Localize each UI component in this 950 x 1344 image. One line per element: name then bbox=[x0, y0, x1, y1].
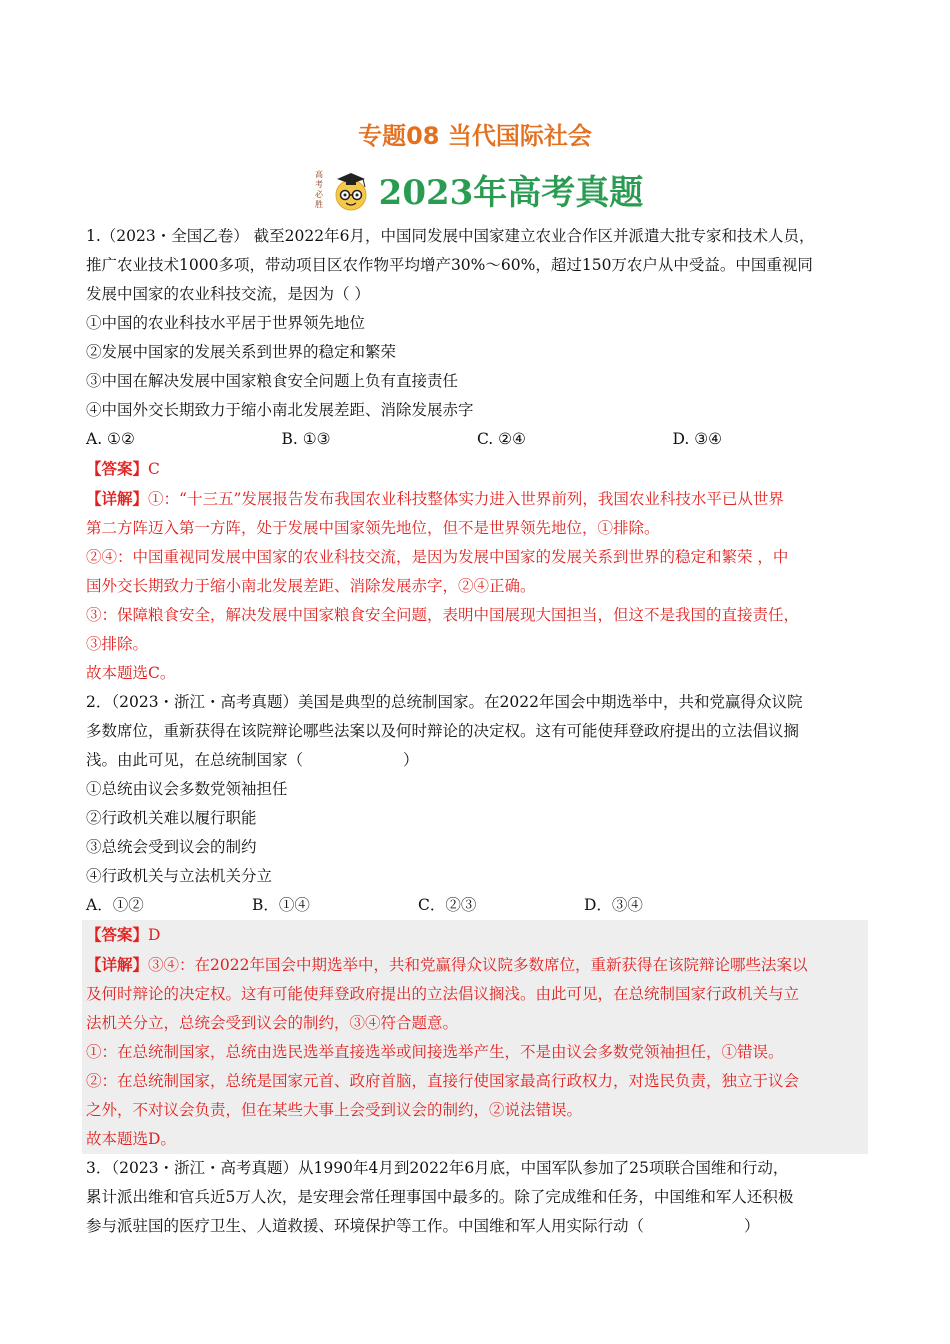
answer-section bbox=[82, 920, 868, 1154]
choice-item: ①中国的农业科技水平居于世界领先地位 bbox=[86, 314, 366, 332]
question-1 bbox=[86, 222, 868, 688]
stem-text: 参与派驻国的医疗卫生、人道救援、环境保护等工作。中国维和军人用实际行动（ bbox=[86, 1217, 645, 1235]
question-stem-line: 2．（2023・浙江・高考真题）美国是典型的总统制国家。在2022年国会中期选举中，共和党赢得众议院 bbox=[86, 693, 803, 711]
question-stem-line: 3．（2023・浙江・高考真题）从1990年4月到2022年6月底，中国军队参加了25项联合国维和行动， bbox=[86, 1159, 789, 1177]
detail-line: ③排除。 bbox=[86, 635, 149, 653]
question-2 bbox=[86, 688, 868, 1154]
question-stem-line bbox=[86, 746, 868, 775]
choice-item: ④中国外交长期致力于缩小南北发展差距、消除发展赤字 bbox=[86, 401, 474, 419]
choice-item: ②发展中国家的发展关系到世界的稳定和繁荣 bbox=[86, 343, 397, 361]
question-stem-line: 累计派出维和官兵近5万人次，是安理会常任理事国中最多的。除了完成维和任务，中国维和军人还积极 bbox=[86, 1188, 794, 1206]
banner-title: 2023年高考真题 bbox=[378, 172, 644, 213]
detail-label: 【详解】 bbox=[86, 489, 149, 508]
scholar-logo-icon bbox=[307, 165, 379, 213]
detail-line: ②④：中国重视同发展中国家的农业科技交流，是因为发展中国家的发展关系到世界的稳定和繁荣 ，中 bbox=[86, 548, 789, 566]
question-stem-line bbox=[86, 1212, 868, 1241]
page-title: 专题08 当代国际社会 bbox=[358, 122, 592, 150]
answer-label: 【答案】 bbox=[86, 459, 149, 478]
detail-line: 及何时辩论的决定权。这有可能使拜登政府提出的立法倡议搁浅。由此可见，在总统制国家行政机关与立 bbox=[86, 985, 800, 1003]
answer-options bbox=[86, 891, 868, 920]
detail-line: 之外，不对议会负责，但在某些大事上会受到议会的制约，②说法错误。 bbox=[86, 1101, 583, 1119]
option-b: B．①④ bbox=[252, 896, 310, 914]
question-stem-line: 推广农业技术1000多项，带动项目区农作物平均增产30%～60%，超过150万农户从中受益。中国重视同 bbox=[86, 256, 813, 274]
detail-line: ③：保障粮食安全，解决发展中国家粮食安全问题，表明中国展现大国担当，但这不是我国的直接责任， bbox=[86, 606, 800, 624]
detail-line bbox=[86, 484, 868, 514]
detail-line: 故本题选C。 bbox=[86, 664, 176, 682]
choice-item: ③总统会受到议会的制约 bbox=[86, 838, 257, 856]
detail-line: 第二方阵迈入第一方阵，处于发展中国家领先地位，但不是世界领先地位，①排除。 bbox=[86, 519, 660, 537]
document-body bbox=[86, 222, 868, 1241]
detail-line: ②：在总统制国家，总统是国家元首、政府首脑，直接行使国家最高行政权力，对选民负责，独立于议会 bbox=[86, 1072, 800, 1090]
detail-line bbox=[86, 950, 868, 980]
stem-text: 浅。由此可见，在总统制国家（ bbox=[86, 751, 304, 769]
answer-value: D bbox=[148, 926, 161, 944]
answer-label: 【答案】 bbox=[86, 925, 149, 944]
banner bbox=[0, 164, 950, 214]
answer-line bbox=[86, 920, 868, 950]
question-3 bbox=[86, 1154, 868, 1241]
detail-line: 国外交长期致力于缩小南北发展差距、消除发展赤字，②④正确。 bbox=[86, 577, 536, 595]
detail-line: 法机关分立，总统会受到议会的制约，③④符合题意。 bbox=[86, 1014, 459, 1032]
option-b: B. ①③ bbox=[281, 430, 331, 448]
svg-text:必: 必 bbox=[314, 190, 323, 199]
detail-label: 【详解】 bbox=[86, 955, 149, 974]
svg-text:考: 考 bbox=[314, 180, 323, 189]
option-d: D．③④ bbox=[584, 896, 643, 914]
option-d: D. ③④ bbox=[672, 430, 723, 448]
svg-text:胜: 胜 bbox=[314, 200, 323, 209]
detail-text: ③④：在2022年国会中期选举中，共和党赢得众议院多数席位，重新获得在该院辩论哪些法案以 bbox=[148, 956, 808, 974]
choice-item: ①总统由议会多数党领袖担任 bbox=[86, 780, 288, 798]
option-c: C. ②④ bbox=[477, 430, 526, 448]
detail-line: 故本题选D。 bbox=[86, 1130, 176, 1148]
choice-item: ②行政机关难以履行职能 bbox=[86, 809, 257, 827]
answer-line bbox=[86, 454, 868, 484]
answer-options bbox=[86, 425, 868, 454]
question-stem-line: 发展中国家的农业科技交流，是因为（ ） bbox=[86, 285, 370, 303]
option-a: A．①② bbox=[86, 896, 144, 914]
choice-item: ④行政机关与立法机关分立 bbox=[86, 867, 273, 885]
detail-text: ①：“十三五”发展报告发布我国农业科技整体实力进入世界前列，我国农业科技水平已从世界 bbox=[148, 490, 784, 508]
choice-item: ③中国在解决发展中国家粮食安全问题上负有直接责任 bbox=[86, 372, 459, 390]
question-stem-line: 1.（2023・全国乙卷） 截至2022年6月，中国同发展中国家建立农业合作区并派遣大批专家和技术人员， bbox=[86, 227, 815, 245]
detail-line: ①：在总统制国家，总统由选民选举直接选举或间接选举产生，不是由议会多数党领袖担任，①错误。 bbox=[86, 1043, 784, 1061]
question-stem-line: 多数席位，重新获得在该院辩论哪些法案以及何时辩论的决定权。这有可能使拜登政府提出的立法倡议搁 bbox=[86, 722, 800, 740]
stem-close-paren: ） bbox=[403, 751, 419, 769]
svg-text:高: 高 bbox=[314, 170, 323, 179]
option-a: A. ①② bbox=[86, 430, 135, 448]
stem-close-paren: ） bbox=[744, 1217, 760, 1235]
answer-value: C bbox=[148, 460, 160, 478]
option-c: C．②③ bbox=[418, 896, 477, 914]
